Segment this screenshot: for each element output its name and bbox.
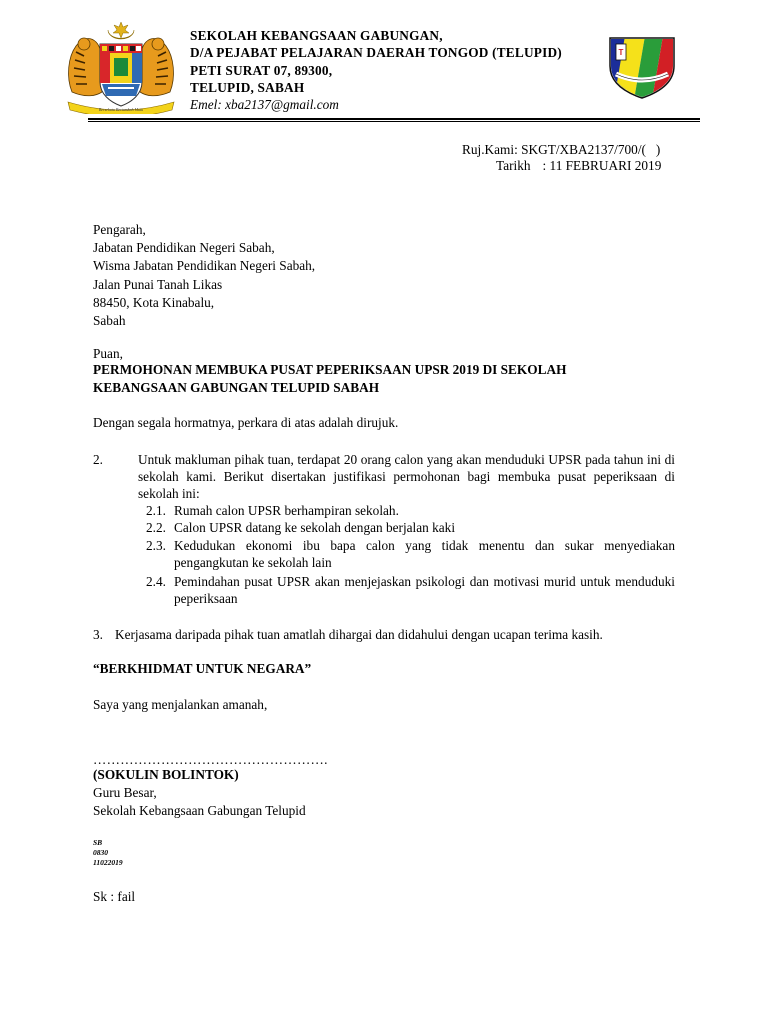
paragraph-2-text: Untuk makluman pihak tuan, terdapat 20 orang calon yang akan menduduki UPSR pada tahun ini di sekolah kami. Berikut disertakan justifikasi permohonan bagi membuka pusat peperiksaan di sekolah ini: — [138, 452, 675, 502]
ruj-label: Ruj.Kami — [462, 142, 515, 157]
motto-text: Bersekutu Bertambah Mutu — [98, 107, 144, 112]
reference-number — [462, 142, 661, 158]
recipient-address — [93, 221, 315, 330]
list-item-text: Rumah calon UPSR berhampiran sekolah. — [174, 503, 399, 518]
recipient-line: Pengarah, — [93, 222, 146, 237]
ruj-value: : SKGT/XBA2137/700/( ) — [514, 142, 661, 157]
salutation: Puan, — [93, 346, 123, 361]
subject-line-1: PERMOHONAN MEMBUKA PUSAT PEPERIKSAAN UPSR 2019 DI SEKOLAH — [93, 362, 567, 377]
paragraph-3-text: Kerjasama daripada pihak tuan amatlah dihargai dan didahului dengan ucapan terima kasih. — [114, 627, 603, 642]
list-item-number: 2.1. — [146, 503, 166, 518]
signatory-name: (SOKULIN BOLINTOK) — [93, 767, 239, 782]
signatory-title: Guru Besar, — [93, 785, 157, 800]
initials-block — [93, 838, 123, 868]
list-item-text: Kedudukan ekonomi ibu bapa calon yang tidak menentu dan sukar menyediakan pengangkutan ke sekolah lain — [174, 538, 675, 571]
letterhead — [190, 27, 562, 113]
reference-date — [462, 158, 661, 174]
reference-block — [462, 142, 661, 174]
recipient-line: Wisma Jabatan Pendidikan Negeri Sabah, — [93, 258, 316, 274]
opening-paragraph: Dengan segala hormatnya, perkara di atas adalah dirujuk. — [93, 415, 399, 430]
email-address: : xba2137@gmail.com — [217, 97, 339, 113]
closing: Saya yang menjalankan amanah, — [93, 697, 268, 712]
recipient-line: 88450, Kota Kinabalu, — [93, 294, 215, 310]
list-item-number: 2.4. — [146, 574, 166, 589]
list-item-text: Pemindahan pusat UPSR akan menjejaskan psikologi dan motivasi murid untuk menduduki peperiksaan — [174, 574, 675, 607]
school-crest-logo — [604, 30, 680, 104]
letterhead-address-2: PETI SURAT 07, 89300, — [190, 62, 333, 78]
recipient-line: Jabatan Pendidikan Negeri Sabah, — [93, 240, 275, 256]
letterhead-address-1: D/A PEJABAT PELAJARAN DAERAH TONGOD (TELUPID) — [190, 45, 562, 61]
letterhead-address-3: TELUPID, SABAH — [190, 79, 305, 95]
carbon-copy: Sk : fail — [93, 889, 136, 904]
signature-line: ……………………………………………. — [93, 752, 328, 767]
list-item-number: 2.2. — [146, 520, 166, 535]
letterhead-school-name: SEKOLAH KEBANGSAAN GABUNGAN, — [190, 28, 443, 43]
list-item-number: 2.3. — [146, 538, 166, 553]
tarikh-value: : 11 FEBRUARI 2019 — [542, 158, 662, 173]
subject-line-2: KEBANGSAAN GABUNGAN TELUPID SABAH — [93, 380, 380, 395]
list-item-text: Calon UPSR datang ke sekolah dengan berjalan kaki — [174, 520, 456, 535]
tarikh-label: Tarikh — [496, 158, 531, 173]
initials-line: 11022019 — [93, 858, 123, 867]
letterhead-divider-thin — [88, 121, 700, 122]
slogan: “BERKHIDMAT UNTUK NEGARA” — [93, 661, 312, 676]
paragraph-3 — [93, 626, 603, 644]
signatory-school: Sekolah Kebangsaan Gabungan Telupid — [93, 803, 306, 818]
initials-line: SB — [93, 838, 103, 847]
paragraph-2-number: 2. — [93, 452, 103, 467]
svg-text:T: T — [618, 48, 624, 57]
paragraph-3-number: 3. — [93, 627, 103, 642]
initials-line: 0830 — [93, 848, 108, 857]
email-label: Emel — [190, 97, 218, 113]
coat-of-arms-logo — [62, 22, 180, 118]
recipient-line: Sabah — [93, 313, 126, 329]
recipient-line: Jalan Punai Tanah Likas — [93, 276, 223, 292]
letterhead-email — [190, 96, 562, 113]
letterhead-divider-thick — [88, 118, 700, 120]
